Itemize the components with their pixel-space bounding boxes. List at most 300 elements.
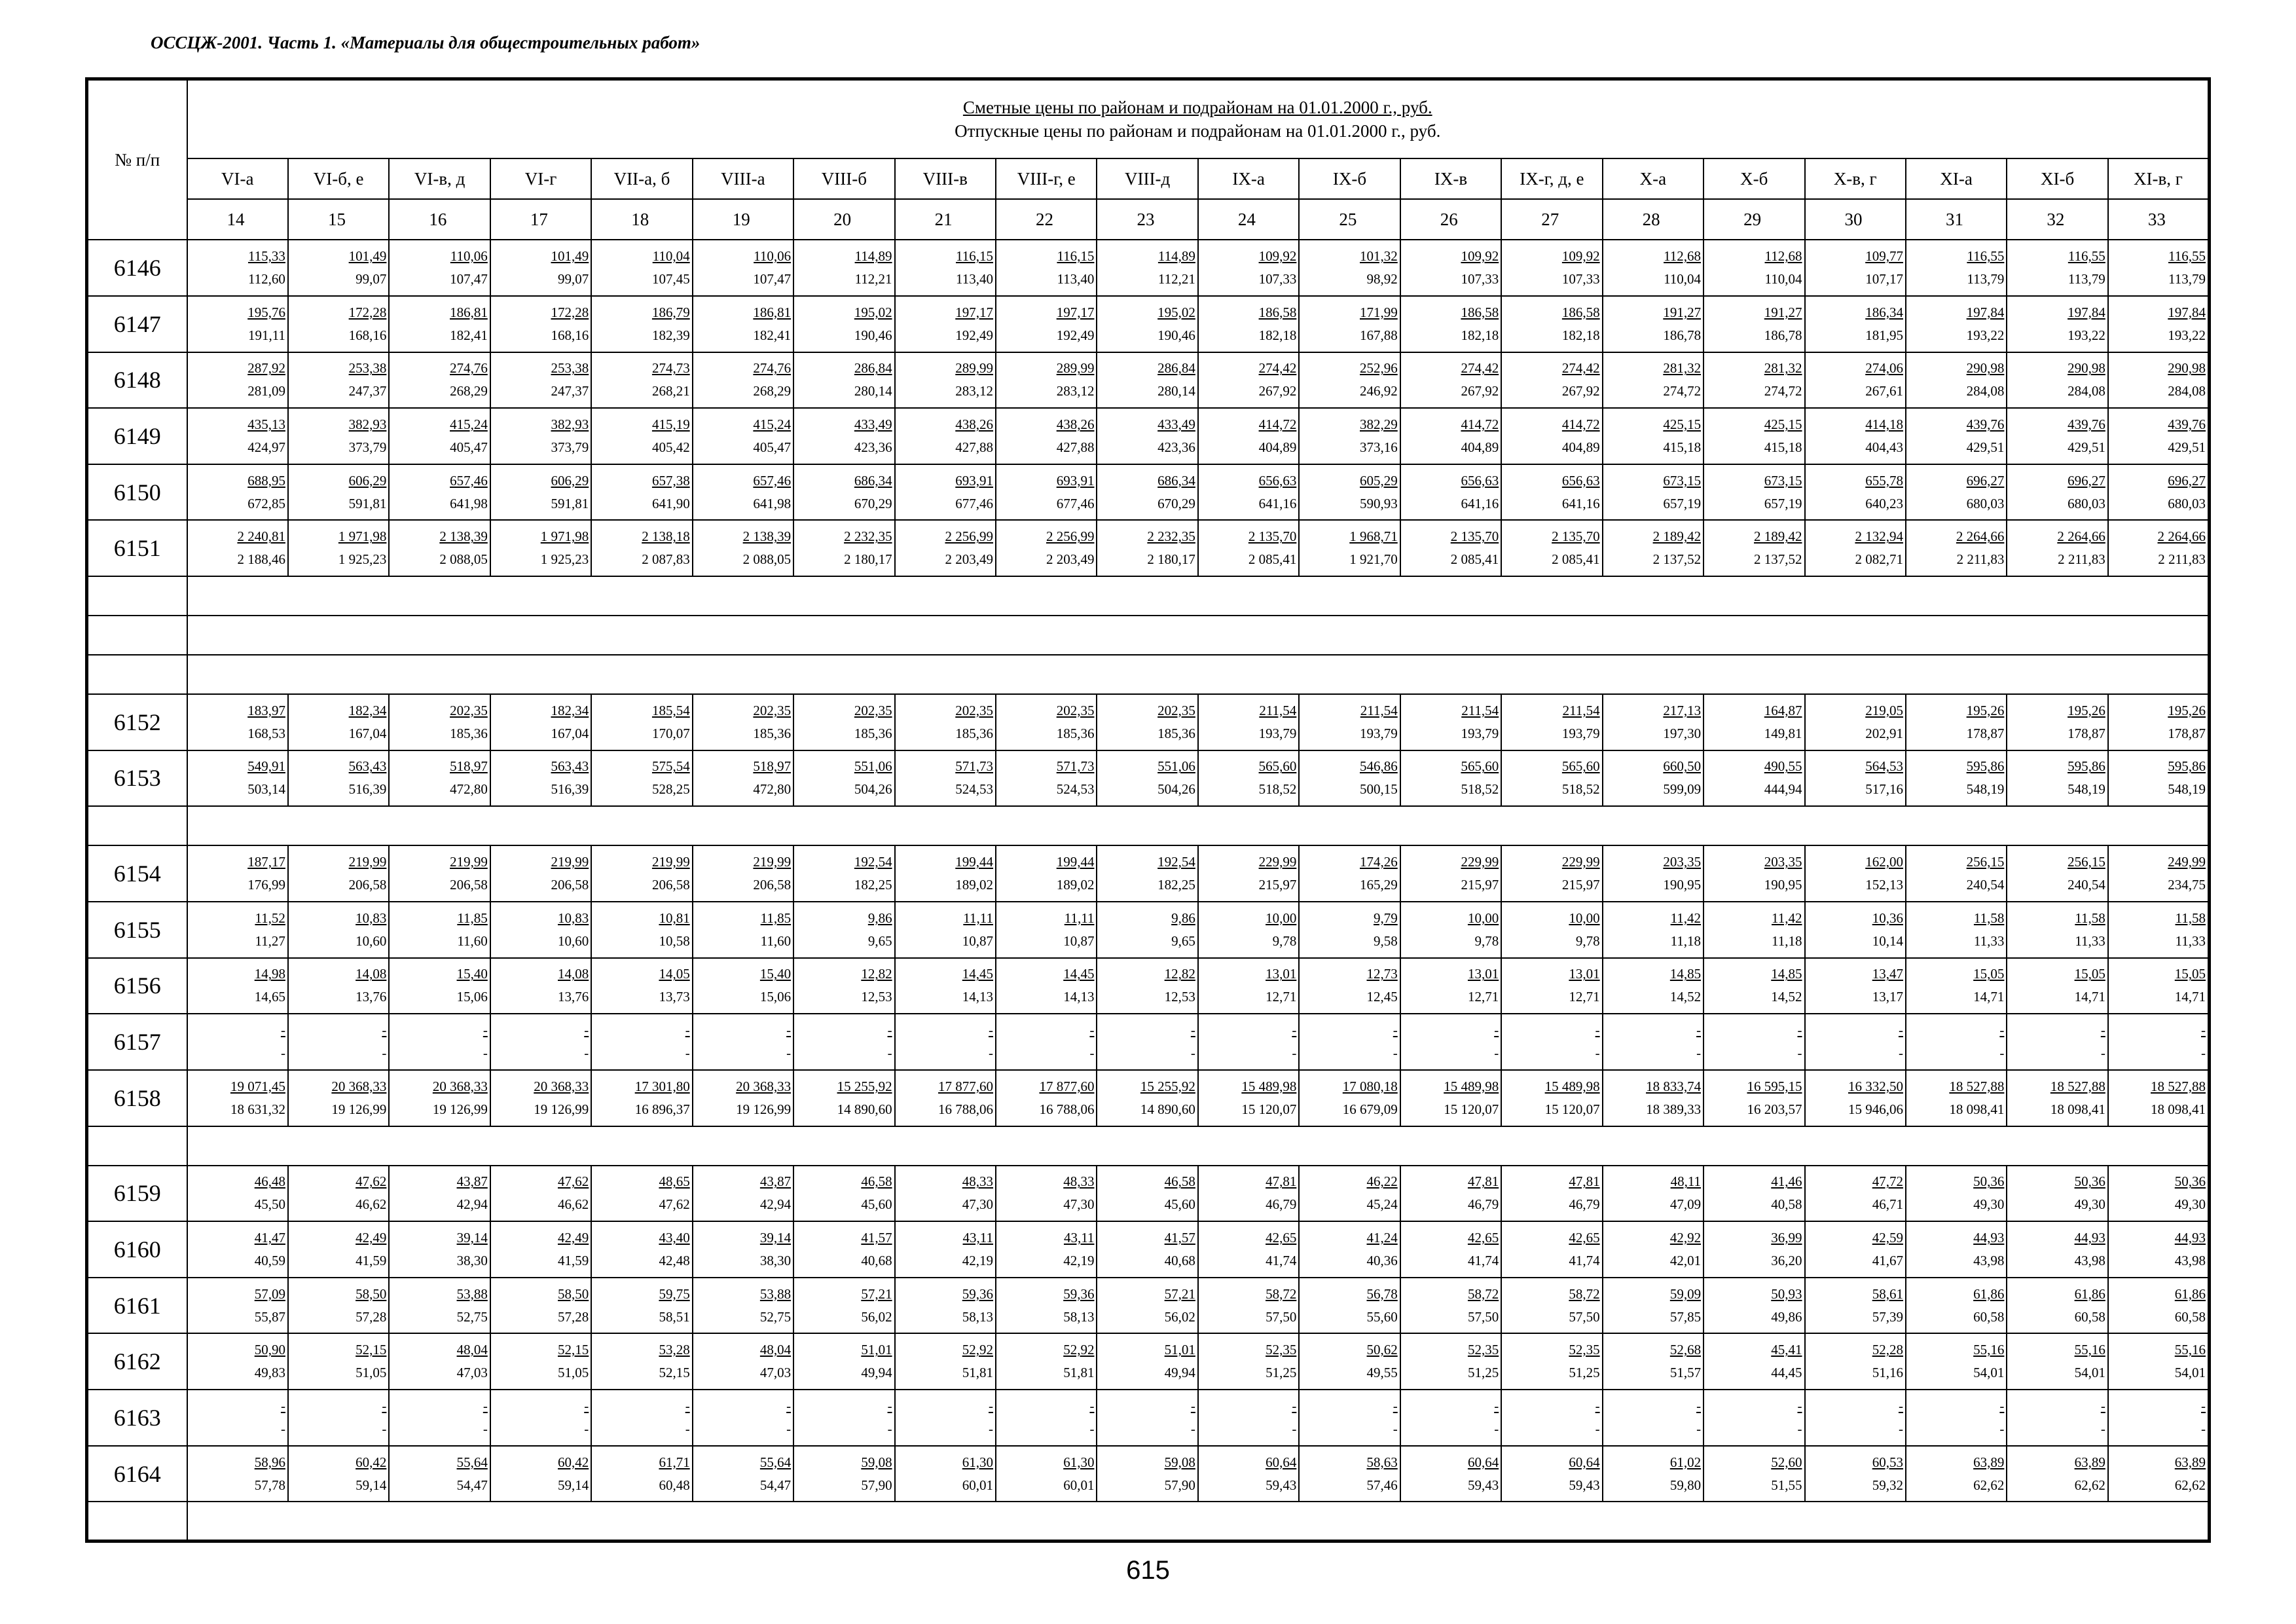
table-row (87, 750, 2210, 807)
estimate-price: - (1190, 1397, 1195, 1414)
estimate-price: 10,36 (1872, 910, 1903, 926)
estimate-price: 41,24 (1366, 1229, 1398, 1246)
estimate-price: 59,36 (962, 1285, 993, 1302)
release-price: 51,55 (1771, 1477, 1802, 1493)
estimate-price: 202,35 (753, 702, 792, 718)
price-cell (490, 1014, 591, 1070)
column-number: 28 (1603, 199, 1704, 240)
column-number: 27 (1501, 199, 1602, 240)
price-cell (693, 845, 793, 902)
region-header: XI-в, г (2108, 158, 2210, 199)
estimate-price: - (685, 1022, 690, 1039)
estimate-price: 595,86 (2168, 758, 2206, 775)
estimate-price: 197,84 (2168, 304, 2206, 320)
estimate-price: 219,99 (753, 854, 792, 870)
estimate-price: 11,58 (1973, 910, 2005, 926)
price-cell (288, 1446, 389, 1502)
release-price: 42,19 (962, 1252, 993, 1268)
column-number: 21 (895, 199, 996, 240)
price-cell (793, 1278, 894, 1334)
release-price: 193,22 (1966, 327, 2005, 343)
estimate-price: 61,86 (2074, 1285, 2105, 1302)
release-price: 215,97 (1258, 877, 1297, 893)
release-price: 113,40 (1057, 271, 1095, 287)
estimate-price: 9,86 (1171, 910, 1195, 926)
estimate-price: 186,58 (1461, 304, 1499, 320)
price-cell (1198, 1390, 1299, 1446)
estimate-price: 52,35 (1467, 1342, 1499, 1358)
estimate-price: 13,47 (1872, 966, 1903, 982)
release-price: - (1494, 1045, 1499, 1061)
release-price: 429,51 (2168, 439, 2206, 455)
estimate-price: 10,83 (558, 910, 589, 926)
estimate-price: 101,49 (348, 248, 387, 265)
price-cell (1198, 296, 1299, 352)
release-price: 57,90 (861, 1477, 892, 1493)
release-price: 52,75 (456, 1308, 488, 1325)
estimate-price: 17 301,80 (634, 1078, 690, 1094)
estimate-price: 61,71 (659, 1454, 690, 1470)
price-cell (1906, 750, 2007, 807)
release-price: 10,60 (355, 932, 387, 949)
estimate-price: 546,86 (1360, 758, 1398, 775)
price-cell (895, 1446, 996, 1502)
estimate-price: 55,16 (2174, 1342, 2206, 1358)
price-cell (1400, 902, 1501, 958)
estimate-price: 47,62 (558, 1173, 589, 1190)
price-cell (490, 1333, 591, 1390)
price-cell (1704, 1446, 1804, 1502)
price-cell (793, 750, 894, 807)
release-price: 518,52 (1461, 781, 1499, 798)
estimate-price: 15,40 (456, 966, 488, 982)
estimate-price: 116,55 (2168, 248, 2206, 265)
estimate-price: 219,99 (551, 854, 589, 870)
region-header: VI-в, д (389, 158, 490, 199)
release-price: 10,87 (1063, 932, 1095, 949)
estimate-price: 2 240,81 (237, 528, 285, 545)
estimate-price: 415,24 (753, 416, 792, 432)
release-price: 107,47 (450, 271, 488, 287)
price-cell (2108, 845, 2210, 902)
estimate-price: 116,15 (956, 248, 993, 265)
release-price: 182,25 (1157, 877, 1195, 893)
release-price: 267,92 (1461, 383, 1499, 399)
price-cell (1704, 694, 1804, 750)
estimate-price: 2 264,66 (1956, 528, 2005, 545)
price-cell (1805, 464, 1906, 521)
estimate-price: 249,99 (2168, 854, 2206, 870)
release-price: 167,04 (551, 725, 589, 741)
blank-cell (187, 1126, 2210, 1166)
estimate-price: 571,73 (1056, 758, 1095, 775)
price-cell (1400, 1070, 1501, 1126)
price-cell (1501, 845, 1602, 902)
row-code: 6149 (87, 408, 187, 464)
price-cell (2108, 1446, 2210, 1502)
estimate-price: 59,36 (1063, 1285, 1095, 1302)
price-cell (895, 1166, 996, 1222)
estimate-price: 13,01 (1569, 966, 1600, 982)
column-number: 30 (1805, 199, 1906, 240)
estimate-price: 42,49 (558, 1229, 589, 1246)
price-cell (1501, 296, 1602, 352)
estimate-price: 195,76 (247, 304, 285, 320)
column-number: 14 (187, 199, 288, 240)
estimate-price: - (1898, 1397, 1903, 1414)
release-price: 528,25 (651, 781, 690, 798)
estimate-price: 518,97 (753, 758, 792, 775)
row-code: 6155 (87, 902, 187, 958)
release-price: 57,50 (1569, 1308, 1600, 1325)
release-price: 46,79 (1266, 1196, 1297, 1213)
price-cell (793, 1446, 894, 1502)
release-price: 59,43 (1467, 1477, 1499, 1493)
release-price: 178,87 (2068, 725, 2105, 741)
price-cell (1704, 520, 1804, 576)
estimate-price: 414,72 (1561, 416, 1600, 432)
estimate-price: 14,08 (355, 966, 387, 982)
release-price: 176,99 (247, 877, 285, 893)
price-cell (895, 352, 996, 409)
estimate-price: 2 264,66 (2157, 528, 2206, 545)
estimate-price: 253,38 (551, 360, 589, 377)
estimate-price: 58,72 (1266, 1285, 1297, 1302)
estimate-price: 382,93 (551, 416, 589, 432)
estimate-price: 58,61 (1872, 1285, 1903, 1302)
price-cell (1603, 296, 1704, 352)
estimate-price: 657,46 (753, 472, 792, 489)
price-cell (996, 408, 1097, 464)
release-price: 49,94 (1164, 1365, 1195, 1381)
release-price: 57,78 (254, 1477, 285, 1493)
estimate-price: 17 877,60 (1039, 1078, 1095, 1094)
price-cell (389, 240, 490, 296)
price-cell (591, 1221, 692, 1278)
price-cell (1501, 1221, 1602, 1278)
price-cell (1501, 902, 1602, 958)
price-cell (187, 352, 288, 409)
estimate-price: 2 189,42 (1754, 528, 1802, 545)
price-cell (1097, 958, 1197, 1014)
price-cell (793, 1221, 894, 1278)
row-code: 6148 (87, 352, 187, 409)
price-cell (288, 1333, 389, 1390)
release-price: - (1292, 1045, 1297, 1061)
release-price: 641,90 (651, 495, 690, 511)
price-cell (490, 1221, 591, 1278)
estimate-price: 109,92 (1561, 248, 1600, 265)
price-cell (895, 902, 996, 958)
price-cell (490, 694, 591, 750)
price-cell (1805, 240, 1906, 296)
price-cell (1501, 1070, 1602, 1126)
estimate-price: 10,00 (1467, 910, 1499, 926)
price-cell (996, 902, 1097, 958)
price-cell (2108, 902, 2210, 958)
estimate-price: 14,45 (1063, 966, 1095, 982)
price-cell (490, 520, 591, 576)
price-cell (288, 1070, 389, 1126)
estimate-price: 41,57 (861, 1229, 892, 1246)
price-cell (1805, 296, 1906, 352)
estimate-price: 1 968,71 (1349, 528, 1398, 545)
release-price: 42,19 (1063, 1252, 1095, 1268)
price-cell (693, 408, 793, 464)
table-row (87, 1166, 2210, 1222)
table-row (87, 958, 2210, 1014)
estimate-price: 15 489,98 (1241, 1078, 1297, 1094)
estimate-price: - (280, 1397, 285, 1414)
price-cell (1299, 1390, 1400, 1446)
price-cell (1603, 1070, 1704, 1126)
release-price: 42,48 (659, 1252, 690, 1268)
estimate-price: 53,88 (456, 1285, 488, 1302)
estimate-price: 274,42 (1461, 360, 1499, 377)
release-price: 680,03 (1966, 495, 2005, 511)
estimate-price: 55,16 (1973, 1342, 2005, 1358)
estimate-price: - (1999, 1397, 2005, 1414)
estimate-price: 219,99 (651, 854, 690, 870)
estimate-price: 11,58 (2075, 910, 2105, 926)
estimate-price: 252,96 (1360, 360, 1398, 377)
estimate-price: 606,29 (551, 472, 589, 489)
price-cell (288, 408, 389, 464)
estimate-price: 565,60 (1461, 758, 1499, 775)
estimate-price: 551,06 (1157, 758, 1195, 775)
price-cell (591, 1333, 692, 1390)
estimate-price: 171,99 (1360, 304, 1398, 320)
price-cell (1097, 408, 1197, 464)
blank-row (87, 1502, 2210, 1541)
price-cell (288, 845, 389, 902)
estimate-price: 415,19 (651, 416, 690, 432)
release-price: 60,48 (659, 1477, 690, 1493)
price-cell (288, 958, 389, 1014)
estimate-price: 211,54 (1259, 702, 1297, 718)
price-cell (288, 1166, 389, 1222)
price-cell (490, 958, 591, 1014)
estimate-price: 52,35 (1266, 1342, 1297, 1358)
release-price: 657,19 (1663, 495, 1702, 511)
release-price: 423,36 (854, 439, 892, 455)
release-price: 268,29 (450, 383, 488, 399)
release-price: 59,14 (558, 1477, 589, 1493)
release-price: 405,42 (651, 439, 690, 455)
row-code: 6151 (87, 520, 187, 576)
estimate-price: 549,91 (247, 758, 285, 775)
price-cell (2007, 845, 2107, 902)
column-number: 23 (1097, 199, 1197, 240)
estimate-price: - (887, 1397, 892, 1414)
estimate-price: - (1595, 1397, 1600, 1414)
price-cell (2108, 352, 2210, 409)
estimate-price: 197,84 (1966, 304, 2005, 320)
estimate-price: - (584, 1397, 589, 1414)
estimate-price: 55,16 (2074, 1342, 2105, 1358)
price-cell (1704, 1390, 1804, 1446)
release-price: 56,02 (1164, 1308, 1195, 1325)
price-cell (1501, 958, 1602, 1014)
price-cell (1198, 845, 1299, 902)
release-price: 246,92 (1360, 383, 1398, 399)
estimate-price: 256,15 (1966, 854, 2005, 870)
estimate-price: 414,72 (1461, 416, 1499, 432)
price-cell (1097, 845, 1197, 902)
price-cell (591, 750, 692, 807)
release-price: 57,28 (558, 1308, 589, 1325)
price-cell (693, 1070, 793, 1126)
release-price: - (887, 1420, 892, 1437)
estimate-price: 114,89 (854, 248, 892, 265)
estimate-price: 439,76 (2068, 416, 2105, 432)
release-price: 185,36 (955, 725, 993, 741)
price-cell (2007, 1333, 2107, 1390)
estimate-price: - (1696, 1397, 1702, 1414)
release-price: 190,95 (1663, 877, 1702, 893)
row-code: 6164 (87, 1446, 187, 1502)
release-price: 165,29 (1360, 877, 1398, 893)
price-cell (1906, 464, 2007, 521)
release-price: 51,57 (1669, 1365, 1702, 1381)
column-number: 17 (490, 199, 591, 240)
estimate-price: 110,06 (754, 248, 792, 265)
price-cell (2007, 1221, 2107, 1278)
release-price: 12,71 (1266, 989, 1297, 1005)
release-price: 9,78 (1272, 932, 1297, 949)
price-cell (389, 750, 490, 807)
release-price: 2 180,17 (844, 551, 892, 568)
estimate-price: 110,04 (652, 248, 690, 265)
estimate-price: - (382, 1397, 387, 1414)
price-cell (1501, 1014, 1602, 1070)
release-price: 9,58 (1374, 932, 1398, 949)
region-header: X-б (1704, 158, 1804, 199)
price-cell (2108, 296, 2210, 352)
estimate-price: 50,90 (254, 1342, 285, 1358)
column-number: 19 (693, 199, 793, 240)
estimate-price: 490,55 (1764, 758, 1802, 775)
region-header: X-а (1603, 158, 1704, 199)
price-cell (2108, 694, 2210, 750)
row-code: 6150 (87, 464, 187, 521)
release-price: - (1393, 1045, 1398, 1061)
release-price: 268,21 (651, 383, 690, 399)
price-cell (793, 1390, 894, 1446)
price-cell (1097, 750, 1197, 807)
estimate-price: 657,38 (651, 472, 690, 489)
estimate-price: 43,11 (1063, 1229, 1095, 1246)
release-price: 524,53 (1056, 781, 1095, 798)
price-cell (1906, 845, 2007, 902)
estimate-price: 686,34 (854, 472, 892, 489)
release-price: 283,12 (1056, 383, 1095, 399)
price-cell (793, 296, 894, 352)
price-cell (288, 464, 389, 521)
region-header-row (87, 158, 2210, 199)
table-row (87, 1333, 2210, 1390)
price-cell (1097, 1014, 1197, 1070)
estimate-price: 52,68 (1669, 1342, 1702, 1358)
estimate-price: 44,93 (1973, 1229, 2005, 1246)
release-price: 59,43 (1266, 1477, 1297, 1493)
release-price: 43,98 (1973, 1252, 2005, 1268)
estimate-price: 112,68 (1664, 248, 1702, 265)
price-cell (1198, 1166, 1299, 1222)
release-price: 640,23 (1865, 495, 1903, 511)
release-price: - (1393, 1420, 1398, 1437)
price-cell (1603, 750, 1704, 807)
estimate-price: 605,29 (1360, 472, 1398, 489)
estimate-price: 42,49 (355, 1229, 387, 1246)
row-code: 6157 (87, 1014, 187, 1070)
release-price: 40,59 (254, 1252, 285, 1268)
estimate-price: - (2100, 1397, 2105, 1414)
release-price: 14 890,60 (837, 1101, 892, 1117)
price-cell (1906, 958, 2007, 1014)
estimate-price: 42,65 (1569, 1229, 1600, 1246)
price-cell (793, 520, 894, 576)
price-cell (1097, 240, 1197, 296)
release-price: - (1898, 1045, 1903, 1061)
price-cell (288, 240, 389, 296)
release-price: 40,68 (1164, 1252, 1195, 1268)
row-code: 6154 (87, 845, 187, 902)
price-cell (591, 1070, 692, 1126)
price-cell (895, 464, 996, 521)
column-number: 18 (591, 199, 692, 240)
estimate-price: 202,35 (450, 702, 488, 718)
release-price: 60,01 (962, 1477, 993, 1493)
release-price: 18 098,41 (2151, 1101, 2206, 1117)
release-price: 10,58 (659, 932, 690, 949)
release-price: 423,36 (1157, 439, 1195, 455)
release-price: 49,94 (861, 1365, 892, 1381)
price-cell (187, 464, 288, 521)
release-price: 429,51 (1966, 439, 2005, 455)
estimate-price: 109,77 (1865, 248, 1903, 265)
price-cell (1906, 1014, 2007, 1070)
release-price: 113,79 (2068, 271, 2105, 287)
estimate-price: 10,00 (1569, 910, 1600, 926)
price-cell (895, 694, 996, 750)
estimate-price: 42,92 (1669, 1229, 1702, 1246)
estimate-price: 20 368,33 (432, 1078, 488, 1094)
price-cell (1704, 902, 1804, 958)
estimate-price: 256,15 (2068, 854, 2105, 870)
release-price: 112,60 (247, 271, 285, 287)
estimate-price: 41,57 (1164, 1229, 1195, 1246)
price-cell (793, 464, 894, 521)
estimate-price: 43,40 (659, 1229, 690, 1246)
region-header: XI-б (2007, 158, 2107, 199)
price-cell (1805, 694, 1906, 750)
price-cell (389, 1221, 490, 1278)
estimate-price: - (280, 1022, 285, 1039)
release-price: 57,85 (1669, 1308, 1702, 1325)
price-cell (1704, 845, 1804, 902)
price-cell (1603, 1333, 1704, 1390)
estimate-price: - (1190, 1022, 1195, 1039)
estimate-price: 16 595,15 (1747, 1078, 1802, 1094)
price-cell (1299, 520, 1400, 576)
estimate-price: 414,18 (1865, 416, 1903, 432)
release-price: 149,81 (1764, 725, 1802, 741)
estimate-price: 101,32 (1360, 248, 1398, 265)
estimate-price: 48,11 (1670, 1173, 1702, 1190)
release-price: 427,88 (955, 439, 993, 455)
table-row (87, 520, 2210, 576)
